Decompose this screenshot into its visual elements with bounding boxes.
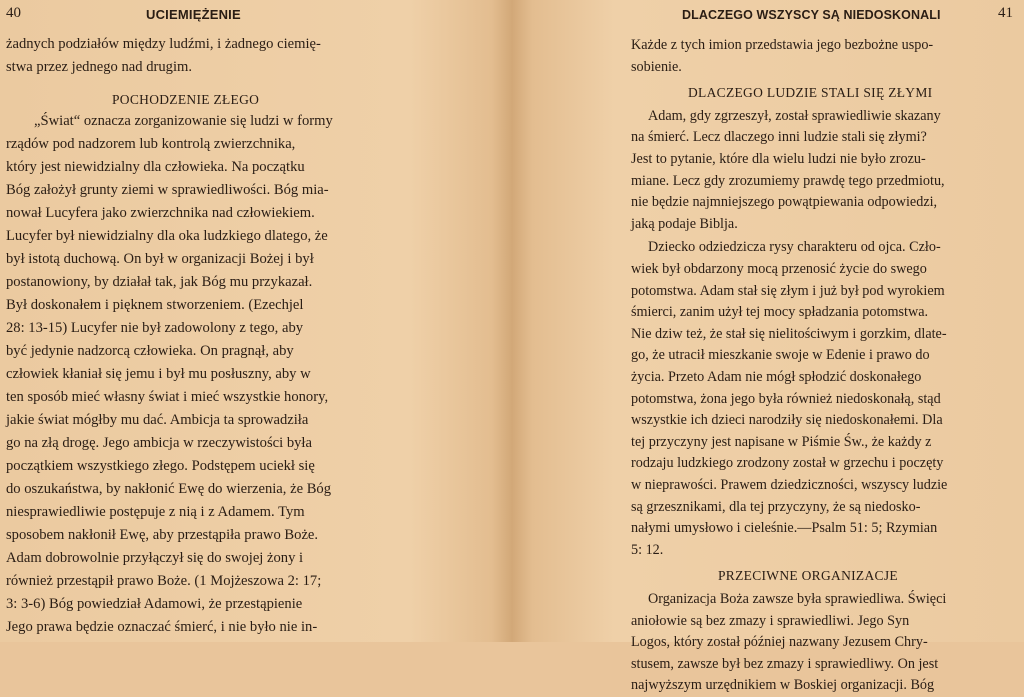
text-line: Każde z tych imion przedstawia jego bezbożne uspo- [631,37,934,53]
left-running-head: UCIEMIĘŻENIE [146,7,241,22]
text-line: Logos, który został później nazwany Jezusem Chry- [631,634,928,651]
text-line: 5: 12. [631,541,664,558]
text-line: sposobem nakłonił Ewę, aby przestąpiła prawo Boże. [6,527,319,543]
text-line: potomstwa, żona jego była również niedoskonałą, stąd [631,390,941,407]
text-line: są grzesznikami, dla tej przyczyny, że są niedosko- [631,498,921,515]
text-line: żadnych podziałów między ludźmi, i żadnego ciemię- [6,36,321,52]
text-line: Adam, gdy zgrzeszył, został sprawiedliwie skazany [648,107,941,124]
text-line: rodzaju ludzkiego zrodzony został w grzechu i poczęty [631,455,944,472]
right-running-head: DLACZEGO WSZYSCY SĄ NIEDOSKONALI [682,8,941,22]
text-line: Dziecko odziedzicza rysy charakteru od ojca. Czło- [648,239,941,256]
text-line: stusem, zawsze był bez zmazy i sprawiedliwy. On jest [631,655,939,672]
text-line: Jego prawa będzie oznaczać śmierć, i nie było nie in- [6,619,318,635]
text-line: był istotą duchową. On był w organizacji Bożej i był [6,251,314,267]
text-line: Lucyfer był niewidzialny dla oka ludzkiego dlatego, że [6,228,328,244]
left-page [0,0,512,642]
text-line: życia. Przeto Adam nie mógł spłodzić doskonałego [631,369,922,385]
right-page [512,0,1024,694]
text-line: 3: 3-6) Bóg powiedział Adamowi, że przestąpienie [6,596,303,612]
text-line: nie będzie najmniejszego powątpiewania odpowiedzi, [631,194,938,211]
right-page-number: 41 [998,5,1013,21]
text-line: Był doskonałem i pięknem stworzeniem. (Ezechjel [6,297,304,313]
text-line: Adam dobrowolnie przyłączył się do swojej żony i [6,550,304,566]
text-line: rządów pod nadzorem lub kontrolą zwierzchnika, [6,136,296,152]
text-line: aniołowie są bez zmazy i sprawiedliwi. Jego Syn [631,612,910,629]
text-line: być jedynie nadzorcą człowieka. On pragnął, aby [6,343,294,359]
text-line: nałymi umysłowo i cieleśnie.—Psalm 51: 5; Rzymian [631,520,938,537]
text-line: wiek był obdarzony mocą przenosić życie do swego [631,261,927,277]
text-line: go, że utracił mieszkanie swoje w Edenie i prawo do [631,347,930,364]
text-line: najwyższym urzędnikiem w Boskiej organizacji. Bóg [631,677,935,694]
text-line: do oszukaństwa, by nakłonić Ewę do wierzenia, że Bóg [6,481,332,497]
text-line: Nie dziw też, że stał się nielitościwym i gorzkim, dlate- [631,325,947,342]
left-page-number: 40 [6,5,21,21]
text-line: sobienie. [631,58,682,75]
text-line: na śmierć. Lecz dlaczego inni ludzie stali się złymi? [631,129,927,146]
section-heading: DLACZEGO LUDZIE STALI SIĘ ZŁYMI [688,85,933,101]
section-heading: POCHODZENIE ZŁEGO [112,92,260,107]
text-line: który jest niewidzialny dla człowieka. Na początku [6,159,305,175]
text-line: go na złą drogę. Jego ambicja w rzeczywistości była [6,435,312,451]
text-line: miane. Lecz gdy zrozumiemy prawdę tego przedmiotu, [631,172,945,189]
text-line: nował Lucyfera jako zwierzchnika nad człowiekiem. [6,205,315,221]
text-line: Jest to pytanie, które dla wielu ludzi nie było zrozu- [631,151,926,167]
section-heading: PRZECIWNE ORGANIZACJE [718,568,898,584]
text-line: tej przyczyny jest napisane w Piśmie Św., że każdy z [631,433,932,450]
text-line: w nieprawości. Prawem dziedziczności, wszyscy ludzie [631,477,948,493]
text-line: niesprawiedliwie postępuje z nią i z Adamem. Tym [6,504,305,520]
text-line: stwa przez jednego nad drugim. [6,59,193,75]
text-line: Organizacja Boża zawsze była sprawiedliwa. Święci [648,591,947,607]
text-line: śmierci, zanim użył tej mocy spładzania potomstwa. [631,304,929,321]
text-line: postanowiony, by działał tak, jak Bóg mu przykazał. [6,274,313,290]
text-line: wszystkie ich dzieci narodziły się niedoskonałemi. Dla [631,412,943,429]
text-line: „Świat“ oznacza zorganizowanie się ludzi w formy [34,113,333,129]
text-line: człowiek kłaniał się jemu i był mu posłuszny, aby w [6,366,311,382]
text-line: potomstwa. Adam stał się złym i już był pod wyrokiem [631,282,945,299]
text-line: również przestąpił prawo Boże. (1 Mojżeszowa 2: 17; [6,573,322,589]
text-line: jakie świat mógłby mu dać. Ambicja ta sprowadziła [6,412,309,428]
text-line: jaką podaje Biblja. [631,215,738,232]
text-line: 28: 13-15) Lucyfer nie był zadowolony z tego, aby [6,320,304,336]
text-line: ten sposób mieć własny świat i mieć wszystkie honory, [6,389,329,405]
text-line: początkiem wszystkiego złego. Podstępem uciekł się [6,458,315,474]
text-line: Bóg założył grunty ziemi w sprawiedliwości. Bóg mia- [6,182,329,198]
